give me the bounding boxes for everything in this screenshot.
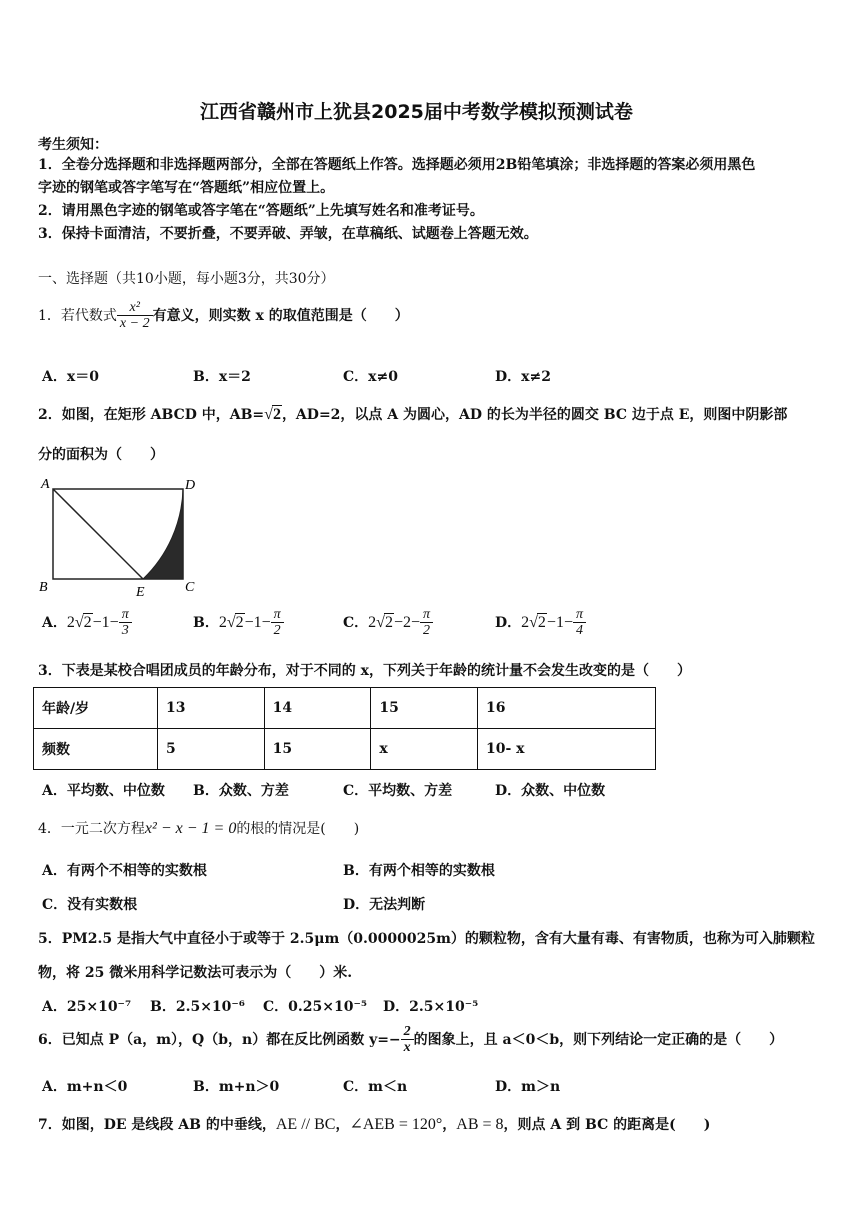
q2-option-a-sqrt-sign: √	[74, 613, 84, 631]
question-1	[38, 300, 409, 332]
q2-option-c-coef: 2	[368, 613, 377, 631]
q2-option-b-sqrt-sign: √	[226, 613, 236, 631]
q2-option-d-letter: D．	[495, 614, 522, 631]
q2-option-b-coef: 2	[218, 613, 227, 631]
question-5-line1: 5．PM2.5 是指大气中直径小于或等于 2.5μm（0.0000025m）的颗粒物，含有大量有毒、有害物质，也称为可入肺颗粒	[38, 931, 815, 947]
table-row	[34, 688, 656, 729]
q1-option-c: C．x≠0	[343, 369, 398, 385]
q2-option-d-fraction	[573, 607, 586, 639]
q6-prefix: 6．已知点 P（a，m），Q（b，n）都在反比例函数 y=−	[38, 1031, 401, 1048]
q2-option-c-num: π	[420, 607, 433, 623]
q2-option-a-mid: −1−	[92, 613, 119, 631]
q1-numerator: x²	[117, 300, 153, 316]
table-cell: 年龄/岁	[34, 688, 158, 729]
q5-option-c: C．0.25×10⁻⁵	[263, 999, 367, 1015]
q1-suffix: 有意义，则实数 x 的取值范围是（ ）	[152, 307, 409, 324]
q5-option-b: B．2.5×10⁻⁶	[150, 999, 245, 1015]
table-cell: x	[371, 729, 478, 770]
q2-option-c-letter: C．	[343, 614, 369, 631]
q2-option-a-den: 3	[121, 623, 129, 639]
q5-option-a: A．25×10⁻⁷	[42, 999, 132, 1015]
q2-option-c-den: 2	[422, 623, 430, 639]
section-heading: 一、选择题（共10小题，每小题3分，共30分）	[38, 271, 335, 287]
question-5-line2: 物，将 25 微米用科学记数法可表示为（ ）米.	[38, 965, 353, 981]
q2-option-b-fraction	[271, 607, 284, 639]
q1-fraction	[117, 300, 153, 332]
q6-suffix: 的图象上，且 a＜0＜b，则下列结论一定正确的是（ ）	[413, 1031, 784, 1048]
q2-text-c: ，AD=2，以点 A 为圆心，AD 的长为半径的圆交 BC 边于点 E，则图中阴影部	[281, 407, 788, 423]
q4-prefix: 4．一元二次方程	[38, 821, 145, 837]
q2-option-b-num: π	[271, 607, 284, 623]
q4-option-a: A．有两个不相等的实数根	[42, 863, 207, 879]
page-title: 江西省赣州市上犹县2025届中考数学模拟预测试卷	[200, 101, 633, 123]
q6-numerator: 2	[401, 1024, 414, 1040]
question-2-line1	[38, 404, 787, 424]
q7-suffix: ，则点 A 到 BC 的距离是( )	[503, 1117, 711, 1133]
table-cell: 14	[264, 688, 371, 729]
q2-label-c: C	[185, 580, 195, 595]
q2-option-a-letter: A．	[42, 614, 67, 631]
q7-math-angle: ∠AEB = 120°	[349, 1116, 443, 1133]
q3-age-table	[33, 687, 656, 770]
question-3: 3．下表是某校合唱团成员的年龄分布，对于不同的 x，下列关于年龄的统计量不会发生改变的是（ ）	[38, 663, 691, 679]
table-cell: 15	[371, 688, 478, 729]
q2-option-b	[193, 607, 284, 639]
q2-sqrt-value: 2	[272, 406, 281, 423]
table-row	[34, 729, 656, 770]
q2-option-b-letter: B．	[193, 614, 219, 631]
q3-option-a: A．平均数、中位数	[42, 783, 165, 799]
q4-equation: x² − x − 1 = 0	[144, 820, 237, 837]
q1-denominator: x − 2	[119, 316, 150, 332]
q6-option-b: B．m+n＞0	[193, 1079, 280, 1095]
q2-option-c-sqrt-sign: √	[376, 613, 385, 631]
q2-text-a: 2．如图，在矩形 ABCD 中，AB=	[38, 407, 265, 423]
q2-option-b-mid: −1−	[244, 613, 271, 631]
question-7	[38, 1114, 710, 1134]
q6-denominator: x	[403, 1040, 411, 1056]
q2-option-b-den: 2	[273, 623, 281, 639]
q2-shaded-region	[143, 489, 183, 579]
q6-fraction	[401, 1024, 414, 1056]
q2-option-a-root: 2	[83, 613, 92, 631]
q7-prefix: 7．如图，DE 是线段 AB 的中垂线，	[38, 1117, 276, 1133]
q2-option-a-coef: 2	[66, 613, 75, 631]
q7-sep-1: ，	[335, 1117, 350, 1133]
q2-option-c-root: 2	[384, 613, 393, 631]
q2-option-d-coef: 2	[521, 613, 530, 631]
q3-option-b: B．众数、方差	[193, 783, 289, 799]
q7-math-length: AB = 8	[456, 1116, 504, 1133]
q7-math-parallel: AE // BC	[275, 1116, 336, 1133]
q1-option-a: A．x＝0	[42, 369, 99, 385]
q2-option-a	[42, 607, 132, 639]
q2-label-b: B	[39, 580, 48, 595]
table-cell: 16	[478, 688, 656, 729]
table-cell: 15	[264, 729, 371, 770]
q2-option-d-sqrt-sign: √	[529, 613, 538, 631]
q7-sep-2: ，	[442, 1117, 457, 1133]
question-2-line2: 分的面积为（ ）	[38, 447, 164, 463]
q4-option-d: D．无法判断	[343, 897, 426, 913]
table-cell: 10- x	[478, 729, 656, 770]
q2-label-d: D	[185, 478, 196, 493]
notice-heading: 考生须知：	[38, 137, 108, 153]
q2-sqrt-sign: √	[264, 406, 273, 423]
q2-option-c	[343, 607, 433, 639]
q2-option-d	[495, 607, 586, 639]
notice-item-1: 1．全卷分选择题和非选择题两部分，全部在答题纸上作答。选择题必须用2B铅笔填涂；非选择题的答案必须用黑色	[38, 157, 756, 173]
q5-option-d: D．2.5×10⁻⁵	[383, 999, 479, 1015]
notice-item-1-cont: 字迹的钢笔或答字笔写在“答题纸”相应位置上。	[38, 180, 335, 196]
q4-option-c: C．没有实数根	[42, 897, 138, 913]
q6-option-c: C．m＜n	[343, 1079, 408, 1095]
question-6	[38, 1024, 783, 1056]
q1-option-b: B．x＝2	[193, 369, 251, 385]
q2-figure	[35, 475, 205, 600]
notice-item-2: 2．请用黑色字迹的钢笔或答字笔在“答题纸”上先填写姓名和准考证号。	[38, 203, 484, 219]
table-cell: 5	[158, 729, 265, 770]
q2-option-c-mid: −2−	[393, 613, 420, 631]
q4-suffix: 的根的情况是( )	[236, 821, 360, 837]
q2-segment-ae	[53, 489, 143, 579]
q3-option-d: D．众数、中位数	[495, 783, 606, 799]
q6-option-a: A．m+n＜0	[42, 1079, 128, 1095]
question-4	[38, 818, 359, 838]
table-cell: 13	[158, 688, 265, 729]
q1-option-d: D．x≠2	[495, 369, 551, 385]
notice-item-3: 3．保持卡面清洁，不要折叠，不要弄破、弄皱，在草稿纸、试题卷上答题无效。	[38, 226, 538, 242]
q2-option-d-den: 4	[575, 623, 583, 639]
q2-option-a-num: π	[119, 607, 132, 623]
table-cell: 频数	[34, 729, 158, 770]
q4-option-b: B．有两个相等的实数根	[343, 863, 495, 879]
q6-option-d: D．m＞n	[495, 1079, 561, 1095]
q2-option-a-fraction	[119, 607, 132, 639]
q2-option-b-root: 2	[235, 613, 244, 631]
q2-label-a: A	[41, 477, 50, 492]
q2-label-e: E	[136, 585, 145, 600]
q2-option-c-fraction	[420, 607, 433, 639]
q2-option-d-root: 2	[537, 613, 546, 631]
q3-option-c: C．平均数、方差	[343, 783, 453, 799]
q2-option-d-num: π	[573, 607, 586, 623]
q2-option-d-mid: −1−	[546, 613, 573, 631]
q1-prefix: 1．若代数式	[38, 307, 117, 324]
